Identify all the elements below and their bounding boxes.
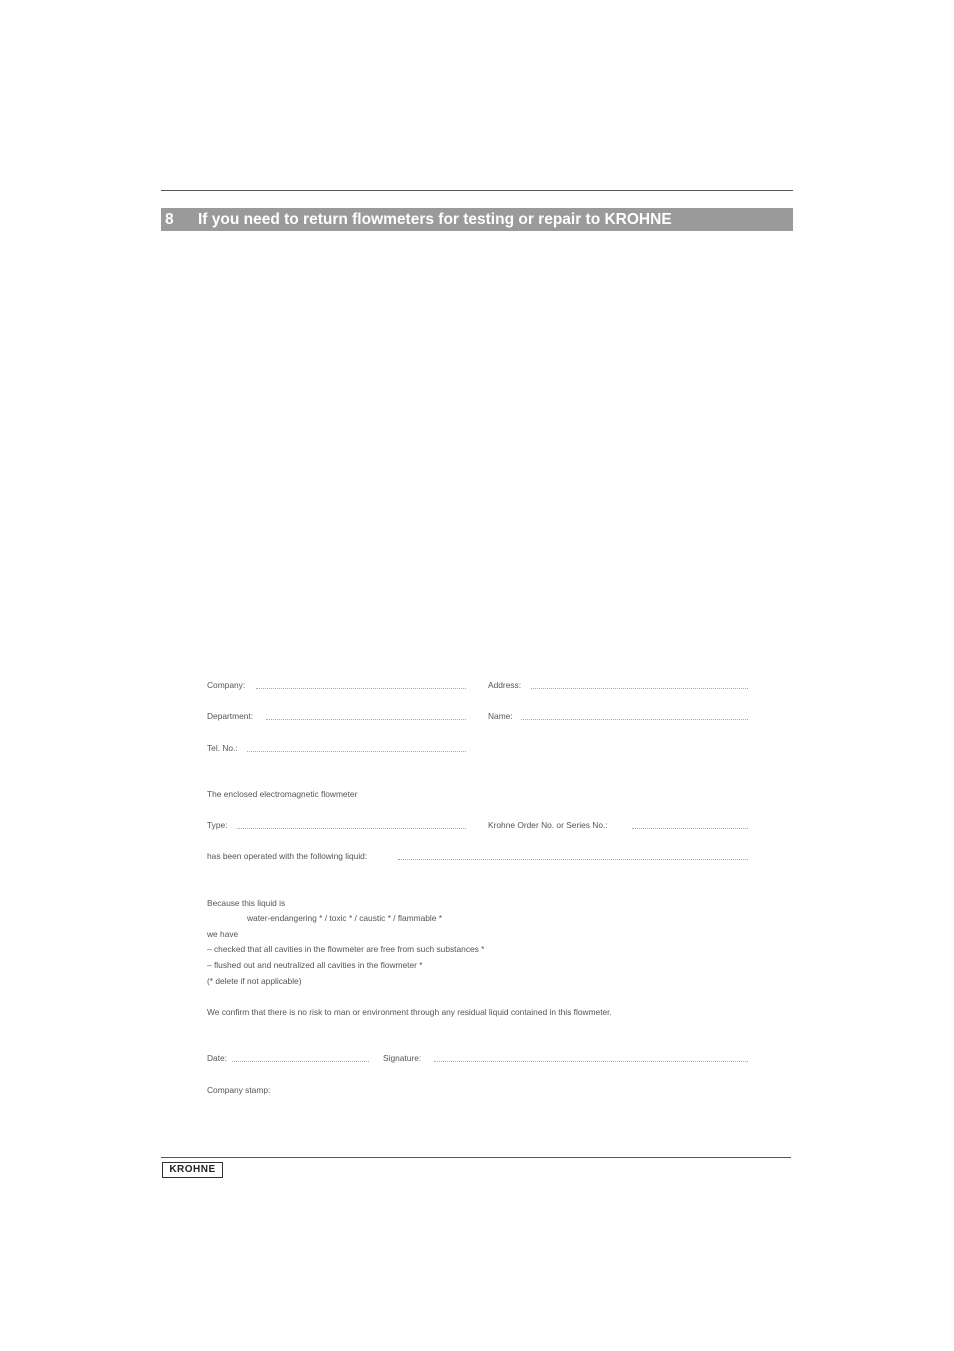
delete-note: (* delete if not applicable) [207,976,302,986]
name-field[interactable] [521,719,748,720]
liquid-field[interactable] [398,859,748,860]
enclosed-text: The enclosed electromagnetic flowmeter [207,789,358,799]
operated-label: has been operated with the following liquid: [207,851,368,861]
company-field[interactable] [256,688,466,689]
type-field[interactable] [237,828,466,829]
order-no-label: Krohne Order No. or Series No.: [488,820,608,830]
date-field[interactable] [232,1061,369,1062]
stamp-label: Company stamp: [207,1085,271,1095]
type-label: Type: [207,820,228,830]
tel-label: Tel. No.: [207,743,238,753]
department-label: Department: [207,711,254,721]
hazards-text: water-endangering * / toxic * / caustic * / flammable * [247,913,443,923]
section-header [161,208,793,231]
name-label: Name: [488,711,513,721]
bottom-rule [161,1157,791,1158]
company-label: Company: [207,680,246,690]
we-have-text: we have [207,929,239,939]
date-label: Date: [207,1053,228,1063]
address-label: Address: [488,680,522,690]
order-no-field[interactable] [632,828,748,829]
flushed-text: – flushed out and neutralized all cavities in the flowmeter * [207,960,423,970]
department-field[interactable] [266,719,466,720]
checked-text: – checked that all cavities in the flowmeter are free from such substances * [207,944,485,954]
signature-label: Signature: [383,1053,422,1063]
section-title: If you need to return flowmeters for testing or repair to KROHNE [198,211,672,228]
address-field[interactable] [531,688,748,689]
section-number: 8 [165,211,174,228]
top-rule [161,190,793,191]
krohne-logo: KROHNE [162,1162,223,1178]
because-text: Because this liquid is [207,898,286,908]
tel-field[interactable] [247,751,466,752]
confirm-text: We confirm that there is no risk to man or environment through any residual liquid contained in this flowmeter. [207,1007,612,1017]
signature-field[interactable] [434,1061,748,1062]
